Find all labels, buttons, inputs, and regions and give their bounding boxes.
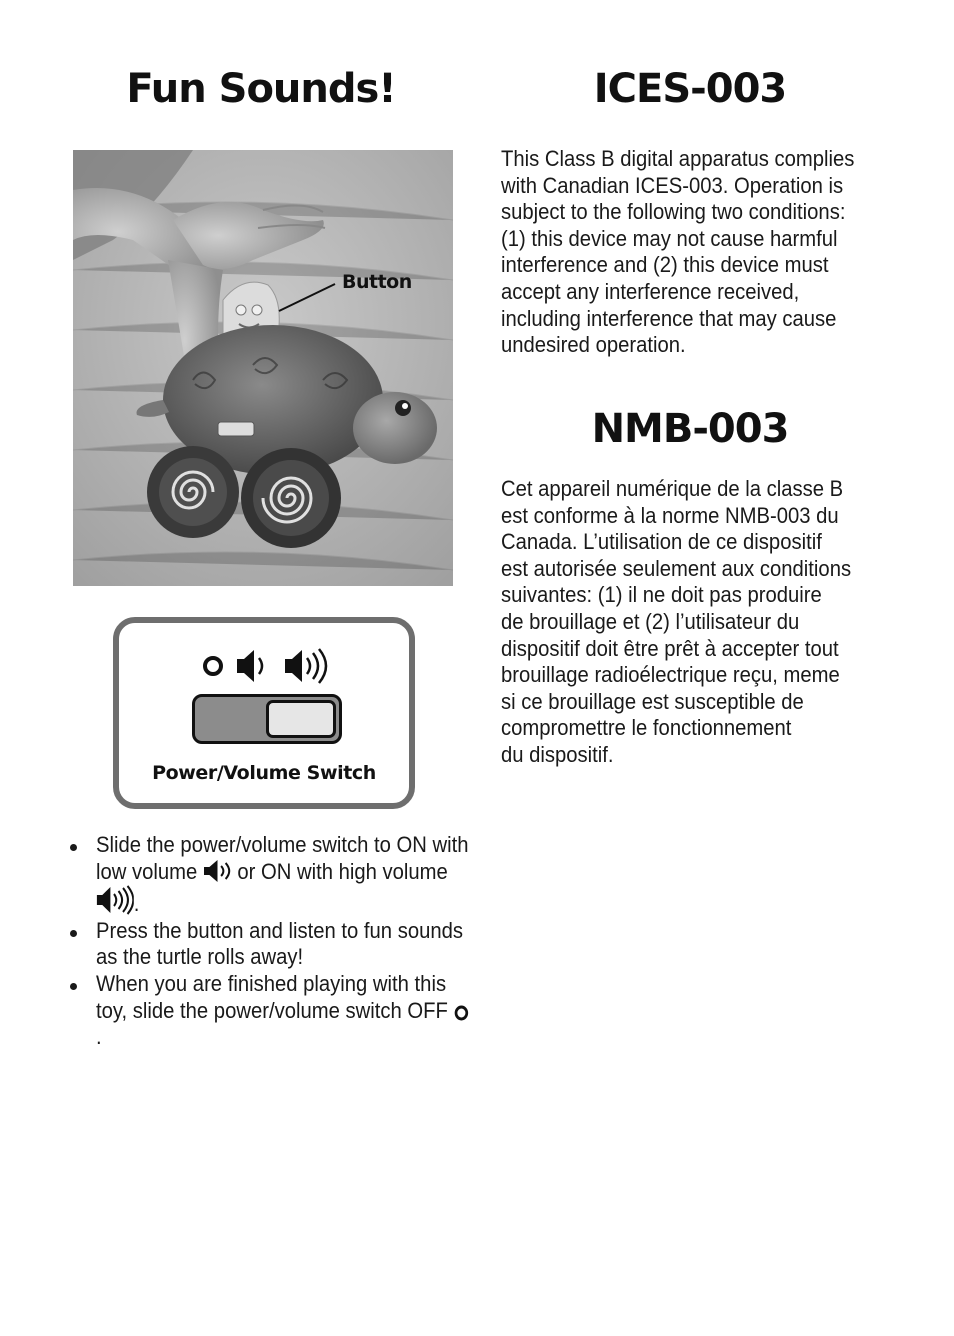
bullet-dot: [70, 844, 77, 851]
switch-track: [192, 694, 342, 744]
turtle-toy-photo: [73, 150, 453, 586]
list-item-text: .: [133, 891, 140, 917]
ices-003-paragraph: This Class B digital apparatus complies with Canadian ICES-003. Operation is subject to the following two conditions: (1) this device may not cause harmful interference and (2) this device must accept any interference received, including interference that may cause undesired operation.: [501, 146, 855, 358]
off-circle-icon: [454, 1004, 470, 1022]
list-item: [68, 832, 469, 918]
instructions-list: [68, 832, 469, 1051]
nmb-003-heading: NMB-003: [591, 406, 789, 452]
speaker-high-volume-icon: [96, 885, 134, 915]
nmb-003-paragraph: Cet appareil numérique de la classe B est conforme à la norme NMB-003 du Canada. L’utilisation de ce dispositif est autorisée seulement aux conditions suivantes: (1) il ne doit pas produire de brouillage et (2) l’utilisateur du dispositif doit être prêt à accepter tout brouillage radioélectrique reçu, meme si ce brouillage est susceptible de compromettre le fonctionnement du dispositif.: [501, 476, 852, 767]
speaker-high-volume-icon: [285, 649, 326, 683]
speaker-low-volume-icon: [237, 650, 262, 682]
list-item-text: or ON with high volume: [231, 858, 448, 884]
speaker-low-volume-icon: [203, 859, 232, 883]
ices-003-heading: ICES-003: [593, 66, 787, 112]
switch-knob: [266, 700, 336, 738]
bullet-dot: [70, 930, 77, 937]
switch-position-icons: [199, 645, 339, 690]
list-item-text: .: [96, 1024, 102, 1050]
list-item: [68, 970, 454, 1051]
button-callout-label: Button: [342, 271, 412, 293]
list-item-text: Press the button and listen to fun sounds as the turtle rolls away!: [96, 917, 464, 970]
bullet-dot: [70, 983, 77, 990]
list-item-text: Slide the power/volume switch to ON with low volume: [96, 832, 469, 884]
fun-sounds-heading: Fun Sounds!: [126, 66, 396, 112]
off-circle-icon: [205, 658, 221, 674]
list-item: [68, 917, 464, 971]
list-item-text: When you are finished playing with this toy, slide the power/volume switch OFF: [96, 970, 454, 1023]
switch-label: Power/Volume Switch: [152, 762, 376, 784]
power-volume-switch-diagram: [113, 617, 415, 809]
